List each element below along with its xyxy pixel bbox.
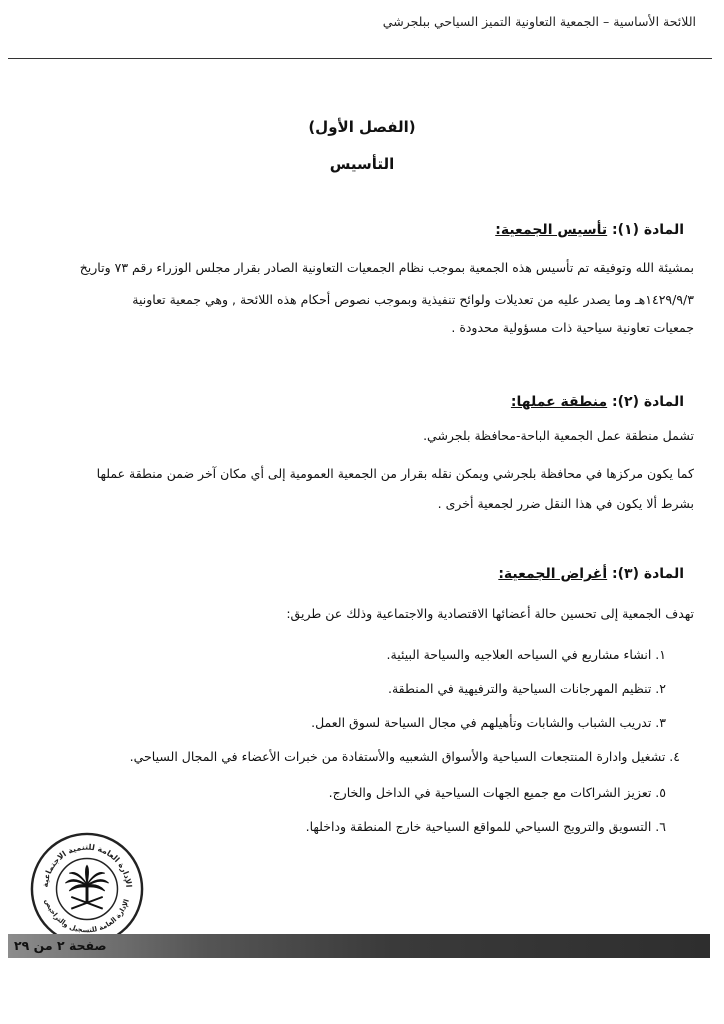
chapter-number: (الفصل الأول)	[308, 118, 416, 136]
list-item: ١. انشاء مشاريع في السياحه العلاجيه والسياحة البيئية.	[386, 647, 666, 662]
stamp-bottom-text: الإدارة العامة للتسجيل والتراخيص	[43, 897, 131, 935]
header-divider	[8, 58, 712, 59]
article-3-label: المادة (٣):	[612, 566, 684, 582]
article-3-name: أغراض الجمعية:	[498, 566, 608, 582]
running-header: اللائحة الأساسية – الجمعية التعاونية التميز السياحي ببلجرشي	[382, 14, 696, 29]
article-1-heading	[495, 222, 684, 238]
article-3-heading	[498, 566, 684, 582]
article-1-label: المادة (١):	[612, 222, 684, 238]
list-item: ٤. تشغيل وادارة المنتجعات السياحية والأسواق الشعبيه والأستفادة من خبرات الأعضاء في المجال السياحي.	[129, 749, 680, 764]
footer-band	[8, 934, 710, 958]
article-2-line-1: تشمل منطقة عمل الجمعية الباحة-محافظة بلجرشي.	[423, 428, 694, 443]
article-3-intro: تهدف الجمعية إلى تحسين حالة أعضائها الاقتصادية والاجتماعية وذلك عن طريق:	[286, 606, 694, 621]
article-1-name: تأسيس الجمعية:	[495, 222, 608, 238]
palm-emblem-icon	[65, 865, 108, 908]
article-2-line-3: بشرط ألا يكون في هذا النقل ضرر لجمعية أخرى .	[437, 496, 694, 511]
list-item: ٦. التسويق والترويج السياحي للمواقع السياحية خارج المنطقة وداخلها.	[305, 819, 666, 834]
page-number: صفحة ٢ من ٢٩	[14, 938, 107, 953]
article-1-line-2: ١٤٢٩/٩/٣هـ وما يصدر عليه من تعديلات ولوائح تنفيذية وبموجب نصوص أحكام هذه اللائحة , وهي جمعية تعاونية	[132, 292, 694, 307]
list-item: ٣. تدريب الشباب والشابات وتأهيلهم في مجال السياحة لسوق العمل.	[311, 715, 666, 730]
chapter-title: التأسيس	[329, 155, 395, 173]
article-1-line-3: جمعيات تعاونية سياحية ذات مسؤولية محدودة .	[451, 320, 694, 335]
stamp-top-text: الإدارة العامة للتنمية الاجتماعية	[40, 842, 134, 888]
article-2-name: منطقة عملها:	[510, 394, 608, 410]
list-item: ٥. تعزيز الشراكات مع جميع الجهات السياحية في الداخل والخارج.	[328, 785, 666, 800]
article-2-line-2: كما يكون مركزها في محافظة بلجرشي ويمكن نقله بقرار من الجمعية العمومية إلى أي مكان آخر ضمن منطقة عملها	[96, 466, 694, 481]
article-2-heading	[511, 394, 684, 410]
list-item: ٢. تنظيم المهرجانات السياحية والترفيهية في المنطقة.	[388, 681, 666, 696]
article-2-label: المادة (٢):	[612, 394, 684, 410]
article-1-line-1: بمشيئة الله وتوفيقه تم تأسيس هذه الجمعية بموجب نظام الجمعيات التعاونية الصادر بقرار مجلس الوزراء رقم ٧٣ وتاريخ	[79, 260, 694, 275]
official-stamp	[28, 830, 146, 948]
